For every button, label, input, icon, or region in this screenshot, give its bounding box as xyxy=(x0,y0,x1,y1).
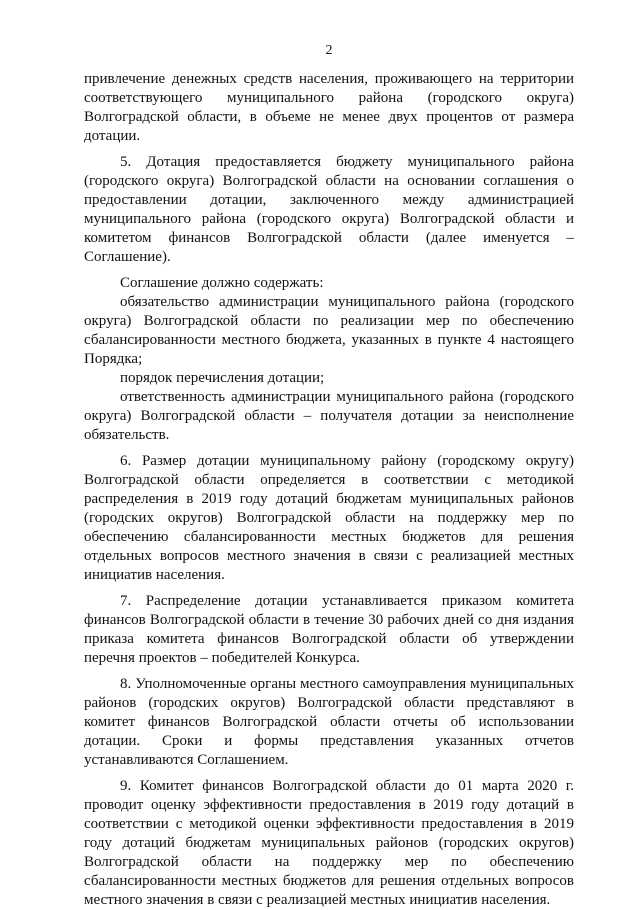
page-number: 2 xyxy=(325,43,333,58)
paragraph-agreement-responsibility: ответственность администрации муниципального района (городского округа) Волгоградской области – получателя дотации за неисполнение обязательств. xyxy=(84,389,574,443)
paragraph-item-5: 5. Дотация предоставляется бюджету муниципального района (городского округа) Волгоградской области на основании соглашения о предоставлении дотации, заключенного между администрацией муниципального района (городского округа) Волгоградской области и комитетом финансов Волгоградской области (далее именуется – Соглашение). xyxy=(84,154,574,265)
paragraph-continuation: привлечение денежных средств населения, проживающего на территории соответствующего муниципального района (городского округа) Волгоградской области, в объеме не менее двух процентов от размера дотации. xyxy=(84,71,574,144)
paragraph-agreement-intro: Соглашение должно содержать: xyxy=(120,275,324,291)
paragraph-agreement-obligation: обязательство администрации муниципального района (городского округа) Волгоградской области по реализации мер по обеспечению сбалансированности местного бюджета, указанных в пункте 4 настоящего Порядка; xyxy=(84,294,574,367)
paragraph-item-6: 6. Размер дотации муниципальному району (городскому округу) Волгоградской области определяется в соответствии с методикой распределения в 2019 году дотаций бюджетам муниципальных районов (городских округов) Волгоградской области на поддержку мер по обеспечению сбалансированности местных бюджетов для решения отдельных вопросов местного значения в связи с реализацией местных инициатив населения. xyxy=(84,453,574,583)
paragraph-item-7: 7. Распределение дотации устанавливается приказом комитета финансов Волгоградской области в течение 30 рабочих дней со дня издания приказа комитета финансов Волгоградской области об утверждении перечня проектов – победителей Конкурса. xyxy=(84,593,574,666)
paragraph-item-9: 9. Комитет финансов Волгоградской области до 01 марта 2020 г. проводит оценку эффективности предоставления в 2019 году дотаций в соответствии с методикой оценки эффективности предоставления в 2019 году дотаций бюджетам муниципальных районов (городских округов) Волгоградской области на поддержку мер по обеспечению сбалансированности местных бюджетов для решения отдельных вопросов местного значения в связи с реализацией местных инициатив населения. xyxy=(84,778,574,908)
paragraph-agreement-transfer-order: порядок перечисления дотации; xyxy=(120,370,325,386)
paragraph-item-8: 8. Уполномоченные органы местного самоуправления муниципальных районов (городских округов) Волгоградской области представляют в комитет финансов Волгоградской области отчеты об использовании дотации. Сроки и формы представления указанных отчетов устанавливаются Соглашением. xyxy=(84,676,574,768)
